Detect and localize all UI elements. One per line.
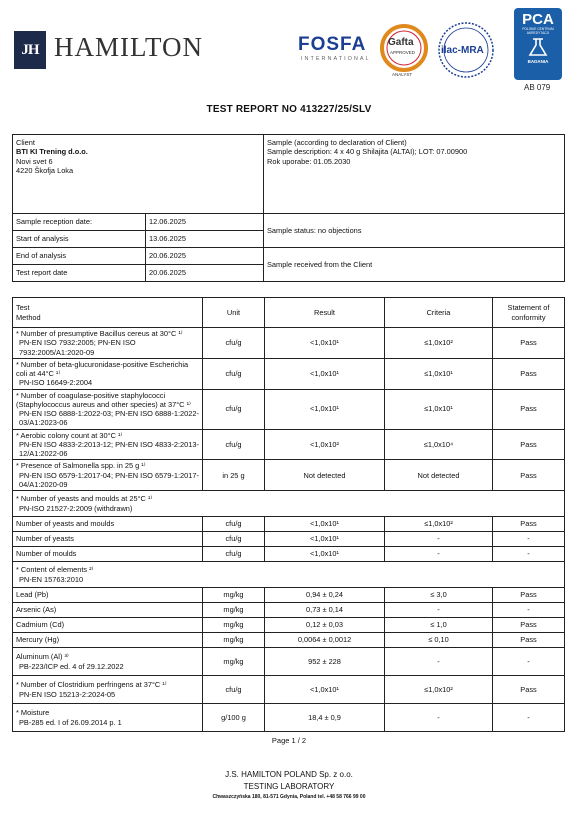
table-row: [13, 704, 565, 732]
test-cell: [13, 429, 203, 460]
unit-cell: cfu/g: [203, 429, 265, 460]
header-criteria: Criteria: [385, 298, 493, 328]
unit-cell: mg/kg: [203, 648, 265, 676]
sample-cell: [264, 135, 565, 214]
test-name: * Moisture: [16, 708, 50, 718]
result-cell: <1,0x10¹: [265, 358, 385, 389]
table-row: [13, 633, 565, 648]
criteria-cell: ≤1,0x10²: [385, 517, 493, 532]
result-cell: 0,12 ± 0,03: [265, 618, 385, 633]
table-row: [13, 648, 565, 676]
statement-cell: Pass: [493, 633, 565, 648]
test-method: PN-EN ISO 6888-1:2022-03; PN-EN ISO 6888-1:2022-03/A1:2023-06: [19, 409, 199, 428]
statement-cell: Pass: [493, 676, 565, 704]
section-header-row: [13, 562, 565, 588]
test-name: Number of moulds: [13, 547, 203, 562]
elements-section-header: [13, 562, 565, 588]
sample-heading: Sample (according to declaration of Client): [267, 138, 407, 147]
date-value: 12.06.2025: [146, 214, 264, 231]
criteria-cell: ≤ 1,0: [385, 618, 493, 633]
unit-cell: in 25 g: [203, 460, 265, 491]
date-label: End of analysis: [13, 248, 146, 265]
test-cell: [13, 676, 203, 704]
table-row: [13, 517, 565, 532]
table-row: [13, 547, 565, 562]
test-name: Aluminum (Al) ³⁾: [16, 652, 69, 662]
test-name: * Number of beta-glucuronidase-positive Escherichia coli at 44°C ¹⁾: [16, 359, 189, 378]
unit-cell: cfu/g: [203, 358, 265, 389]
date-label: Sample reception date:: [13, 214, 146, 231]
statement-cell: -: [493, 532, 565, 547]
test-method: PN-EN ISO 6579-1:2017-04; PN-EN ISO 6579-1:2017-04/A1:2020-09: [19, 470, 199, 489]
client-cell: [13, 135, 264, 214]
test-method: PN-EN ISO 15213-2:2024-05: [19, 689, 116, 699]
unit-cell: mg/kg: [203, 588, 265, 603]
header-result: Result: [265, 298, 385, 328]
unit-cell: cfu/g: [203, 676, 265, 704]
table-row: [13, 532, 565, 547]
table-row: [13, 460, 565, 491]
client-sample-table: [12, 134, 565, 282]
page-number: Page 1 / 2: [271, 736, 307, 745]
table-header-row: [13, 298, 565, 328]
unit-cell: cfu/g: [203, 328, 265, 359]
unit-cell: cfu/g: [203, 517, 265, 532]
report-title: TEST REPORT NO 413227/25/SLV: [206, 104, 372, 115]
header-unit: Unit: [203, 298, 265, 328]
results-table: [12, 297, 565, 732]
test-method: PB-223/ICP ed. 4 of 29.12.2022: [19, 661, 124, 671]
yeast-section-header: [13, 491, 565, 517]
statement-cell: Pass: [493, 328, 565, 359]
table-row: [13, 618, 565, 633]
result-cell: <1,0x10¹: [265, 547, 385, 562]
statement-cell: Pass: [493, 517, 565, 532]
test-method: PN-ISO 16649-2:2004: [19, 378, 93, 388]
gafta-approved: APPROVED: [390, 50, 416, 55]
test-name: * Presence of Salmonella spp. in 25 g ¹⁾: [16, 461, 146, 471]
sample-received: Sample received from the Client: [264, 248, 565, 282]
criteria-cell: Not detected: [385, 460, 493, 491]
table-row: [13, 389, 565, 429]
unit-cell: g/100 g: [203, 704, 265, 732]
unit-cell: mg/kg: [203, 618, 265, 633]
statement-cell: -: [493, 648, 565, 676]
pca-label: PCA: [522, 11, 554, 28]
criteria-cell: ≤1,0x10⁴: [385, 429, 493, 460]
criteria-cell: ≤1,0x10²: [385, 328, 493, 359]
test-method: PN-EN 15763:2010: [19, 574, 84, 584]
table-row: [13, 603, 565, 618]
test-cell: [13, 460, 203, 491]
result-cell: 18,4 ± 0,9: [265, 704, 385, 732]
statement-cell: Pass: [493, 389, 565, 429]
statement-cell: -: [493, 603, 565, 618]
table-row: [13, 429, 565, 460]
statement-cell: Pass: [493, 588, 565, 603]
criteria-cell: -: [385, 547, 493, 562]
criteria-cell: ≤1,0x10¹: [385, 358, 493, 389]
result-cell: <1,0x10¹: [265, 389, 385, 429]
test-cell: [13, 648, 203, 676]
sample-rok: Rok uporabe: 01.05.2030: [267, 156, 351, 166]
test-cell: [13, 389, 203, 429]
client-label: Client: [16, 138, 35, 147]
sample-status: Sample status: no objections: [264, 214, 565, 248]
test-method: PN-ISO 21527-2:2009 (withdrawn): [19, 503, 133, 513]
unit-cell: cfu/g: [203, 389, 265, 429]
result-cell: <1,0x10¹: [265, 517, 385, 532]
test-name: * Content of elements ²⁾: [16, 565, 94, 575]
test-method: PN-EN ISO 7932:2005; PN-EN ISO 7932:2005/A1:2020-09: [19, 338, 136, 357]
accreditation-number: AB 079: [524, 83, 551, 92]
header-statement: Statement of conformity: [493, 298, 565, 328]
statement-cell: Pass: [493, 460, 565, 491]
test-name: Arsenic (As): [13, 603, 203, 618]
test-name: Number of yeasts and moulds: [13, 517, 203, 532]
result-cell: 0,0064 ± 0,0012: [265, 633, 385, 648]
result-cell: <1,0x10²: [265, 429, 385, 460]
table-row: [13, 358, 565, 389]
fosfa-logo-sub: INTERNATIONAL: [301, 56, 371, 62]
client-address-line2: 4220 Škofja Loka: [16, 165, 74, 175]
section-header-row: [13, 491, 565, 517]
test-method: PN-EN ISO 4833-2:2013-12; PN-EN ISO 4833-2:2013-12/A1:2022-06: [19, 439, 199, 458]
table-row: [13, 328, 565, 359]
criteria-cell: ≤1,0x10²: [385, 676, 493, 704]
hamilton-logo-text: HAMILTON: [54, 32, 204, 62]
criteria-cell: -: [385, 603, 493, 618]
table-row: [13, 676, 565, 704]
fosfa-logo: FOSFA: [298, 34, 367, 55]
pca-sub: POLSKIE CENTRUM AKREDYTACJI: [522, 27, 554, 35]
footer-company: J.S. HAMILTON POLAND Sp. z o.o.: [225, 770, 353, 779]
client-name: BTI KI Trening d.o.o.: [16, 147, 88, 157]
result-cell: Not detected: [265, 460, 385, 491]
gafta-label: Gafta: [388, 37, 414, 48]
test-name: Cadmium (Cd): [13, 618, 203, 633]
date-value: 13.06.2025: [146, 231, 264, 248]
table-row: [13, 588, 565, 603]
test-name: Number of yeasts: [13, 532, 203, 547]
unit-cell: mg/kg: [203, 603, 265, 618]
result-cell: <1,0x10¹: [265, 328, 385, 359]
statement-cell: Pass: [493, 618, 565, 633]
test-cell: [13, 358, 203, 389]
test-name: * Aerobic colony count at 30°C ¹⁾: [16, 430, 123, 440]
unit-cell: cfu/g: [203, 532, 265, 547]
header-test: Test: [16, 303, 30, 313]
date-value: 20.06.2025: [146, 265, 264, 282]
date-value: 20.06.2025: [146, 248, 264, 265]
header-test-method: [13, 298, 203, 328]
criteria-cell: -: [385, 532, 493, 547]
test-name: Mercury (Hg): [13, 633, 203, 648]
date-label: Test report date: [13, 265, 146, 282]
statement-cell: -: [493, 547, 565, 562]
result-cell: 0,94 ± 0,24: [265, 588, 385, 603]
criteria-cell: ≤1,0x10¹: [385, 389, 493, 429]
test-cell: [13, 704, 203, 732]
gafta-analyst: ANALYST: [392, 72, 413, 77]
pca-logo: [514, 8, 562, 80]
criteria-cell: ≤ 0,10: [385, 633, 493, 648]
result-cell: 952 ± 228: [265, 648, 385, 676]
pca-badania: BADANIA: [527, 59, 549, 65]
result-cell: <1,0x10¹: [265, 676, 385, 704]
test-method: PB-285 ed. I of 26.09.2014 p. 1: [19, 717, 122, 727]
test-name: * Number of presumptive Bacillus cereus at 30°C ¹⁾: [16, 329, 183, 338]
test-name: * Number of yeasts and moulds at 25°C ¹⁾: [16, 494, 153, 504]
sample-description: Sample description: 4 x 40 g Shilajita (ALTAI); LOT: 07.00900: [267, 147, 468, 157]
test-name: * Number of coagulase-positive staphylococci (Staphylococcus aureus and other species) at 37°C ¹⁾: [16, 390, 191, 409]
statement-cell: -: [493, 704, 565, 732]
criteria-cell: -: [385, 648, 493, 676]
date-label: Start of analysis: [13, 231, 146, 248]
ilac-label: ilac-MRA: [441, 45, 484, 56]
result-cell: <1,0x10¹: [265, 532, 385, 547]
criteria-cell: ≤ 3,0: [385, 588, 493, 603]
criteria-cell: -: [385, 704, 493, 732]
unit-cell: mg/kg: [203, 633, 265, 648]
statement-cell: Pass: [493, 358, 565, 389]
result-cell: 0,73 ± 0,14: [265, 603, 385, 618]
unit-cell: cfu/g: [203, 547, 265, 562]
client-address-line1: Novi svet 6: [16, 156, 53, 166]
flask-icon: [514, 35, 562, 59]
test-name: * Number of Clostridium perfringens at 37°C ¹⁾: [16, 680, 167, 690]
statement-cell: Pass: [493, 429, 565, 460]
footer-address: Chwaszczyńska 180, 81-571 Gdynia, Poland tel. +48 58 766 99 00: [212, 794, 366, 800]
header-method: Method: [16, 312, 41, 322]
footer-lab: TESTING LABORATORY: [243, 782, 335, 791]
hamilton-logo-mark: JH: [14, 31, 46, 69]
test-cell: [13, 328, 203, 359]
test-name: Lead (Pb): [13, 588, 203, 603]
